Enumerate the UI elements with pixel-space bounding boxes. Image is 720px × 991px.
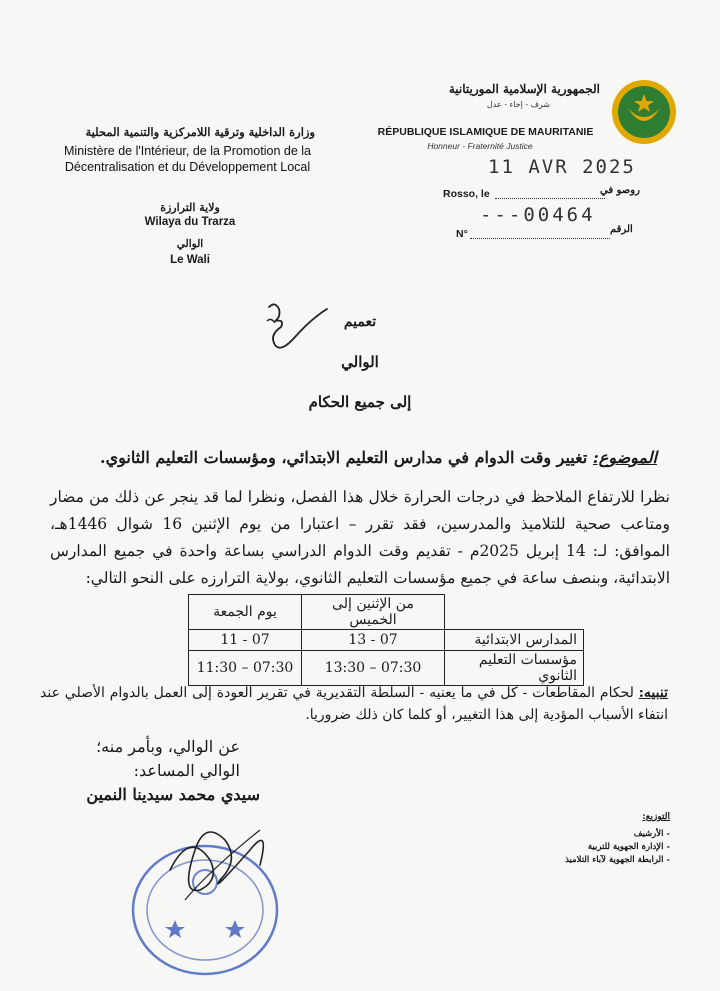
republic-name-ar: الجمهورية الإسلامية الموريتانية bbox=[448, 82, 600, 96]
republic-name-fr: RÉPUBLIQUE ISLAMIQUE DE MAURITANIE bbox=[377, 126, 594, 138]
reference-number-label-ar: الرقم bbox=[610, 224, 633, 235]
place-date-line bbox=[495, 198, 605, 199]
wali-title-ar: الوالي bbox=[176, 238, 204, 250]
signature-line-2: الوالي المساعد: bbox=[133, 761, 240, 780]
table-cell: 07 - 11 bbox=[189, 630, 302, 651]
signature-line-1: عن الوالي، وبأمر منه؛ bbox=[96, 737, 240, 756]
ministry-name-fr: Ministère de l'Intérieur, de la Promotion de la Décentralisation et du Développement Local bbox=[64, 144, 311, 174]
table-header-row bbox=[189, 595, 584, 630]
place-date-label-ar: روصو في bbox=[600, 185, 640, 196]
table-cell: 07:30 – 11:30 bbox=[189, 651, 302, 686]
table-header-mon-thu: من الإثنين إلى الخميس bbox=[302, 595, 445, 630]
subject-line bbox=[60, 448, 657, 467]
wilaya-name-fr: Wilaya du Trarza bbox=[144, 216, 236, 228]
table-row bbox=[189, 630, 584, 651]
distribution-list bbox=[520, 828, 670, 867]
place-date-label-fr: Rosso, le bbox=[443, 188, 490, 200]
note-text: لحكام المقاطعات - كل في ما يعنيه - السلطة التقديرية في تقرير العودة إلى العمل بالدوام الأصلي عند انتفاء الأسباب المؤدية إلى هذا التغيير، أو كلما كان ذلك ضروريا. bbox=[40, 685, 668, 723]
document-title: تعميم bbox=[343, 314, 377, 330]
table-corner-cell bbox=[445, 595, 584, 630]
wilaya-name-ar: ولاية الترارزة bbox=[160, 201, 220, 214]
ministry-name-ar: وزارة الداخلية وترقية اللامركزية والتنمية المحلية bbox=[85, 125, 315, 139]
subject-text: تغيير وقت الدوام في مدارس التعليم الابتدائي، ومؤسسات التعليم الثانوي. bbox=[100, 448, 593, 467]
motto-fr: Honneur - Fraternité Justice bbox=[427, 141, 533, 151]
list-item: - الإدارة الجهوية للتربية bbox=[520, 841, 670, 854]
document-recipients: إلى جميع الحكام bbox=[308, 393, 412, 411]
wali-title-fr: Le Wali bbox=[170, 254, 210, 266]
reference-number-stamp: ---00464 bbox=[480, 204, 596, 226]
signatory-name: سيدي محمد سيدينا النمين bbox=[86, 785, 260, 804]
note-label: تنبيه: bbox=[638, 685, 668, 701]
subject-label: الموضوع: bbox=[592, 448, 657, 467]
reference-number-label-fr: N° bbox=[456, 228, 468, 240]
table-row bbox=[189, 651, 584, 686]
list-item: - الرابطة الجهوية لآباء التلاميذ bbox=[520, 854, 670, 867]
date-stamp: 11 AVR 2025 bbox=[488, 156, 636, 178]
table-header-fri: يوم الجمعة bbox=[189, 595, 302, 630]
table-row-label: المدارس الابتدائية bbox=[445, 630, 584, 651]
table-cell: 07 - 13 bbox=[302, 630, 445, 651]
reference-number-line bbox=[470, 238, 610, 239]
distribution-title: التوزيع: bbox=[642, 812, 670, 822]
mauritania-emblem-icon bbox=[610, 78, 678, 146]
list-item: - الأرشيف bbox=[520, 828, 670, 841]
table-cell: 07:30 – 13:30 bbox=[302, 651, 445, 686]
schedule-table bbox=[188, 594, 584, 686]
body-paragraph: نظرا للارتفاع الملاحظ في درجات الحرارة خلال هذا الفصل، ونظرا لما قد ينجر عن ذلك من مضار ومتاعب صحية للتلاميذ والمدرسين، فقد تقرر – اعتبارا من يوم الإثنين 16 شوال 1446هـ، الموافق: لـ: 14 إبريل 2025م - تقديم وقت الدوام الدراسي بساعة واحدة في جميع المدارس الابتدائية، وبنصف ساعة في جميع مؤسسات التعليم الثانوي، بولاية الترارزه على النحو التالي: bbox=[50, 488, 671, 587]
table-row-label: مؤسسات التعليم الثانوي bbox=[445, 651, 584, 686]
document-from: الوالي bbox=[341, 353, 379, 371]
official-stamp-icon bbox=[110, 810, 300, 980]
motto-ar: شرف - إخاء - عدل bbox=[486, 100, 550, 109]
note-paragraph bbox=[40, 682, 668, 726]
